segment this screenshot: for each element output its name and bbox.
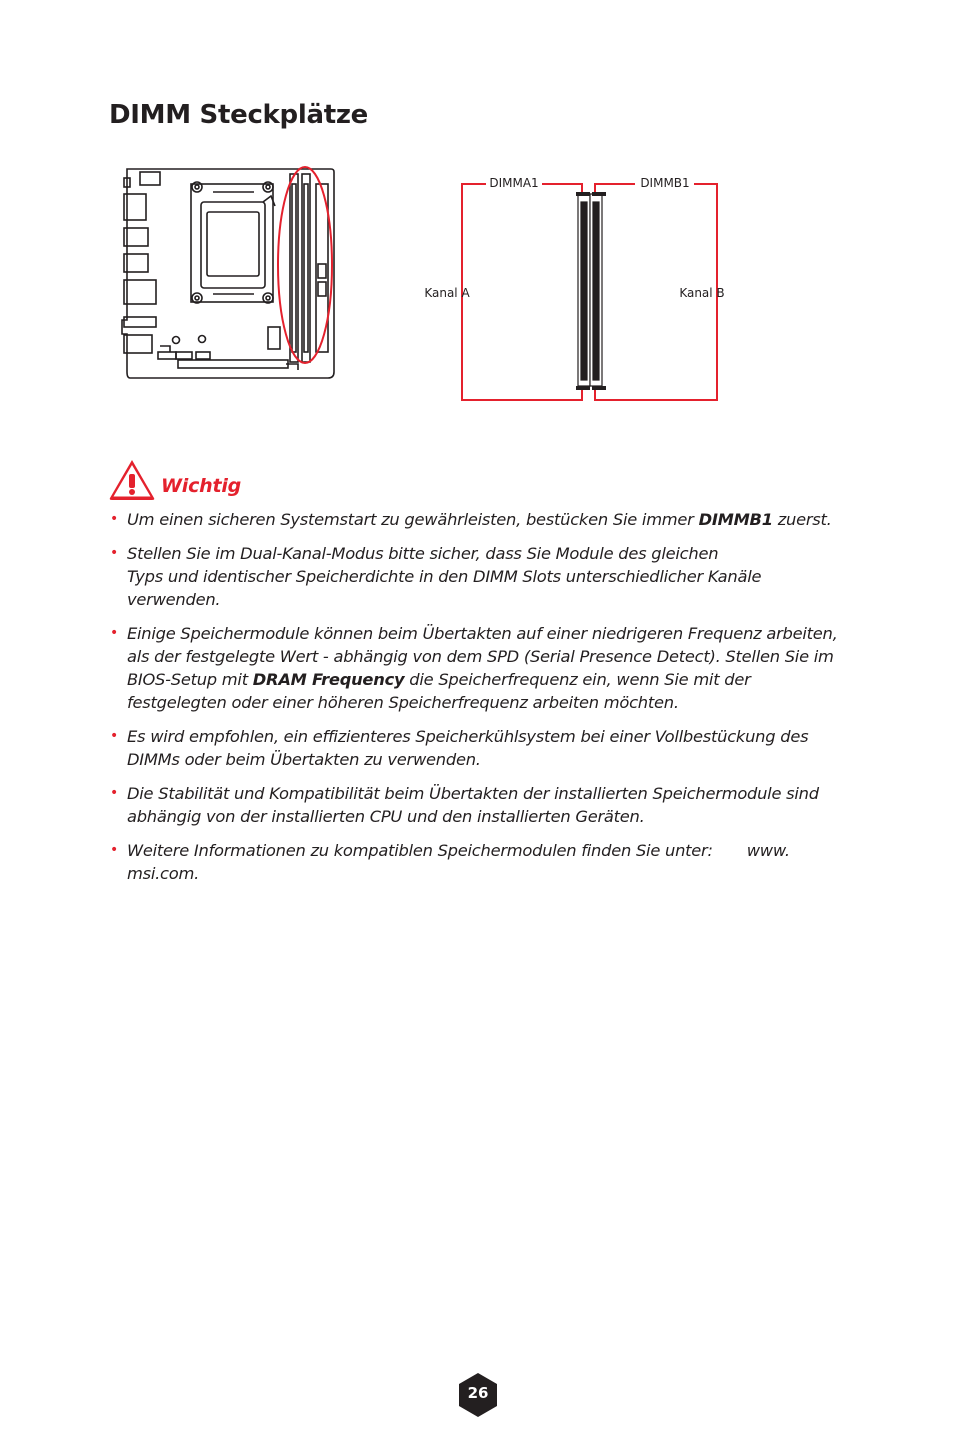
important-note-heading <box>108 458 408 502</box>
cpu-socket-inner <box>207 212 259 276</box>
io-port <box>124 317 156 327</box>
pcie-slot <box>178 360 288 368</box>
dimma1-label: DIMMA1 <box>489 176 539 190</box>
list-item: • Stellen Sie im Dual-Kanal-Modus bitte sicher, dass Sie Module des gleichen Typs und identischer Speicherdichte in den DIMM Slots unterschiedlicher Kanäle verwenden. <box>110 544 762 609</box>
important-list <box>109 508 854 896</box>
page-title: DIMM Steckplätze <box>109 100 369 130</box>
io-port <box>124 335 152 353</box>
page-number-badge <box>458 1372 498 1418</box>
cpu-socket <box>201 202 265 288</box>
page-number: 26 <box>467 1384 489 1402</box>
list-item: • Die Stabilität und Kompatibilität beim Übertakten der installierten Speichermodule sind abhängig von der installierten CPU und den installierten Geräten. <box>110 784 819 826</box>
channel-a-label: Kanal A <box>424 286 470 300</box>
important-title: Wichtig <box>161 475 242 497</box>
channel-a-bracket <box>462 184 582 400</box>
dimmb1-label: DIMMB1 <box>640 176 690 190</box>
io-port <box>140 172 160 185</box>
list-item: • Weitere Informationen zu kompatiblen Speichermodulen finden Sie unter: www. msi.com. <box>110 841 790 883</box>
list-item: • Einige Speichermodule können beim Übertakten auf einer niedrigeren Frequenz arbeiten, als der festgelegte Wert - abhängig von dem SPD (Serial Presence Detect). Stellen Sie im BIOS-Setup mit DRAM Frequency die Speicherfrequenz ein, wenn Sie mit der festgelegten oder einer höheren Speicherfrequenz arbeiten möchten. <box>110 624 838 712</box>
header <box>268 327 280 349</box>
io-port <box>124 280 156 304</box>
channel-b-label: Kanal B <box>679 286 725 300</box>
dimm-channel-diagram <box>410 168 740 408</box>
motherboard-illustration <box>118 162 340 384</box>
warning-icon <box>108 458 156 502</box>
list-item: • Es wird empfohlen, ein effizienteres Speicherkühlsystem bei einer Vollbestückung des DIMMs oder beim Übertakten zu verwenden. <box>110 727 809 769</box>
dimm-highlight <box>278 167 332 363</box>
list-item: • Um einen sicheren Systemstart zu gewährleisten, bestücken Sie immer DIMMB1 zuerst. <box>110 510 832 529</box>
msi-link[interactable]: www. msi.com. <box>127 841 790 883</box>
